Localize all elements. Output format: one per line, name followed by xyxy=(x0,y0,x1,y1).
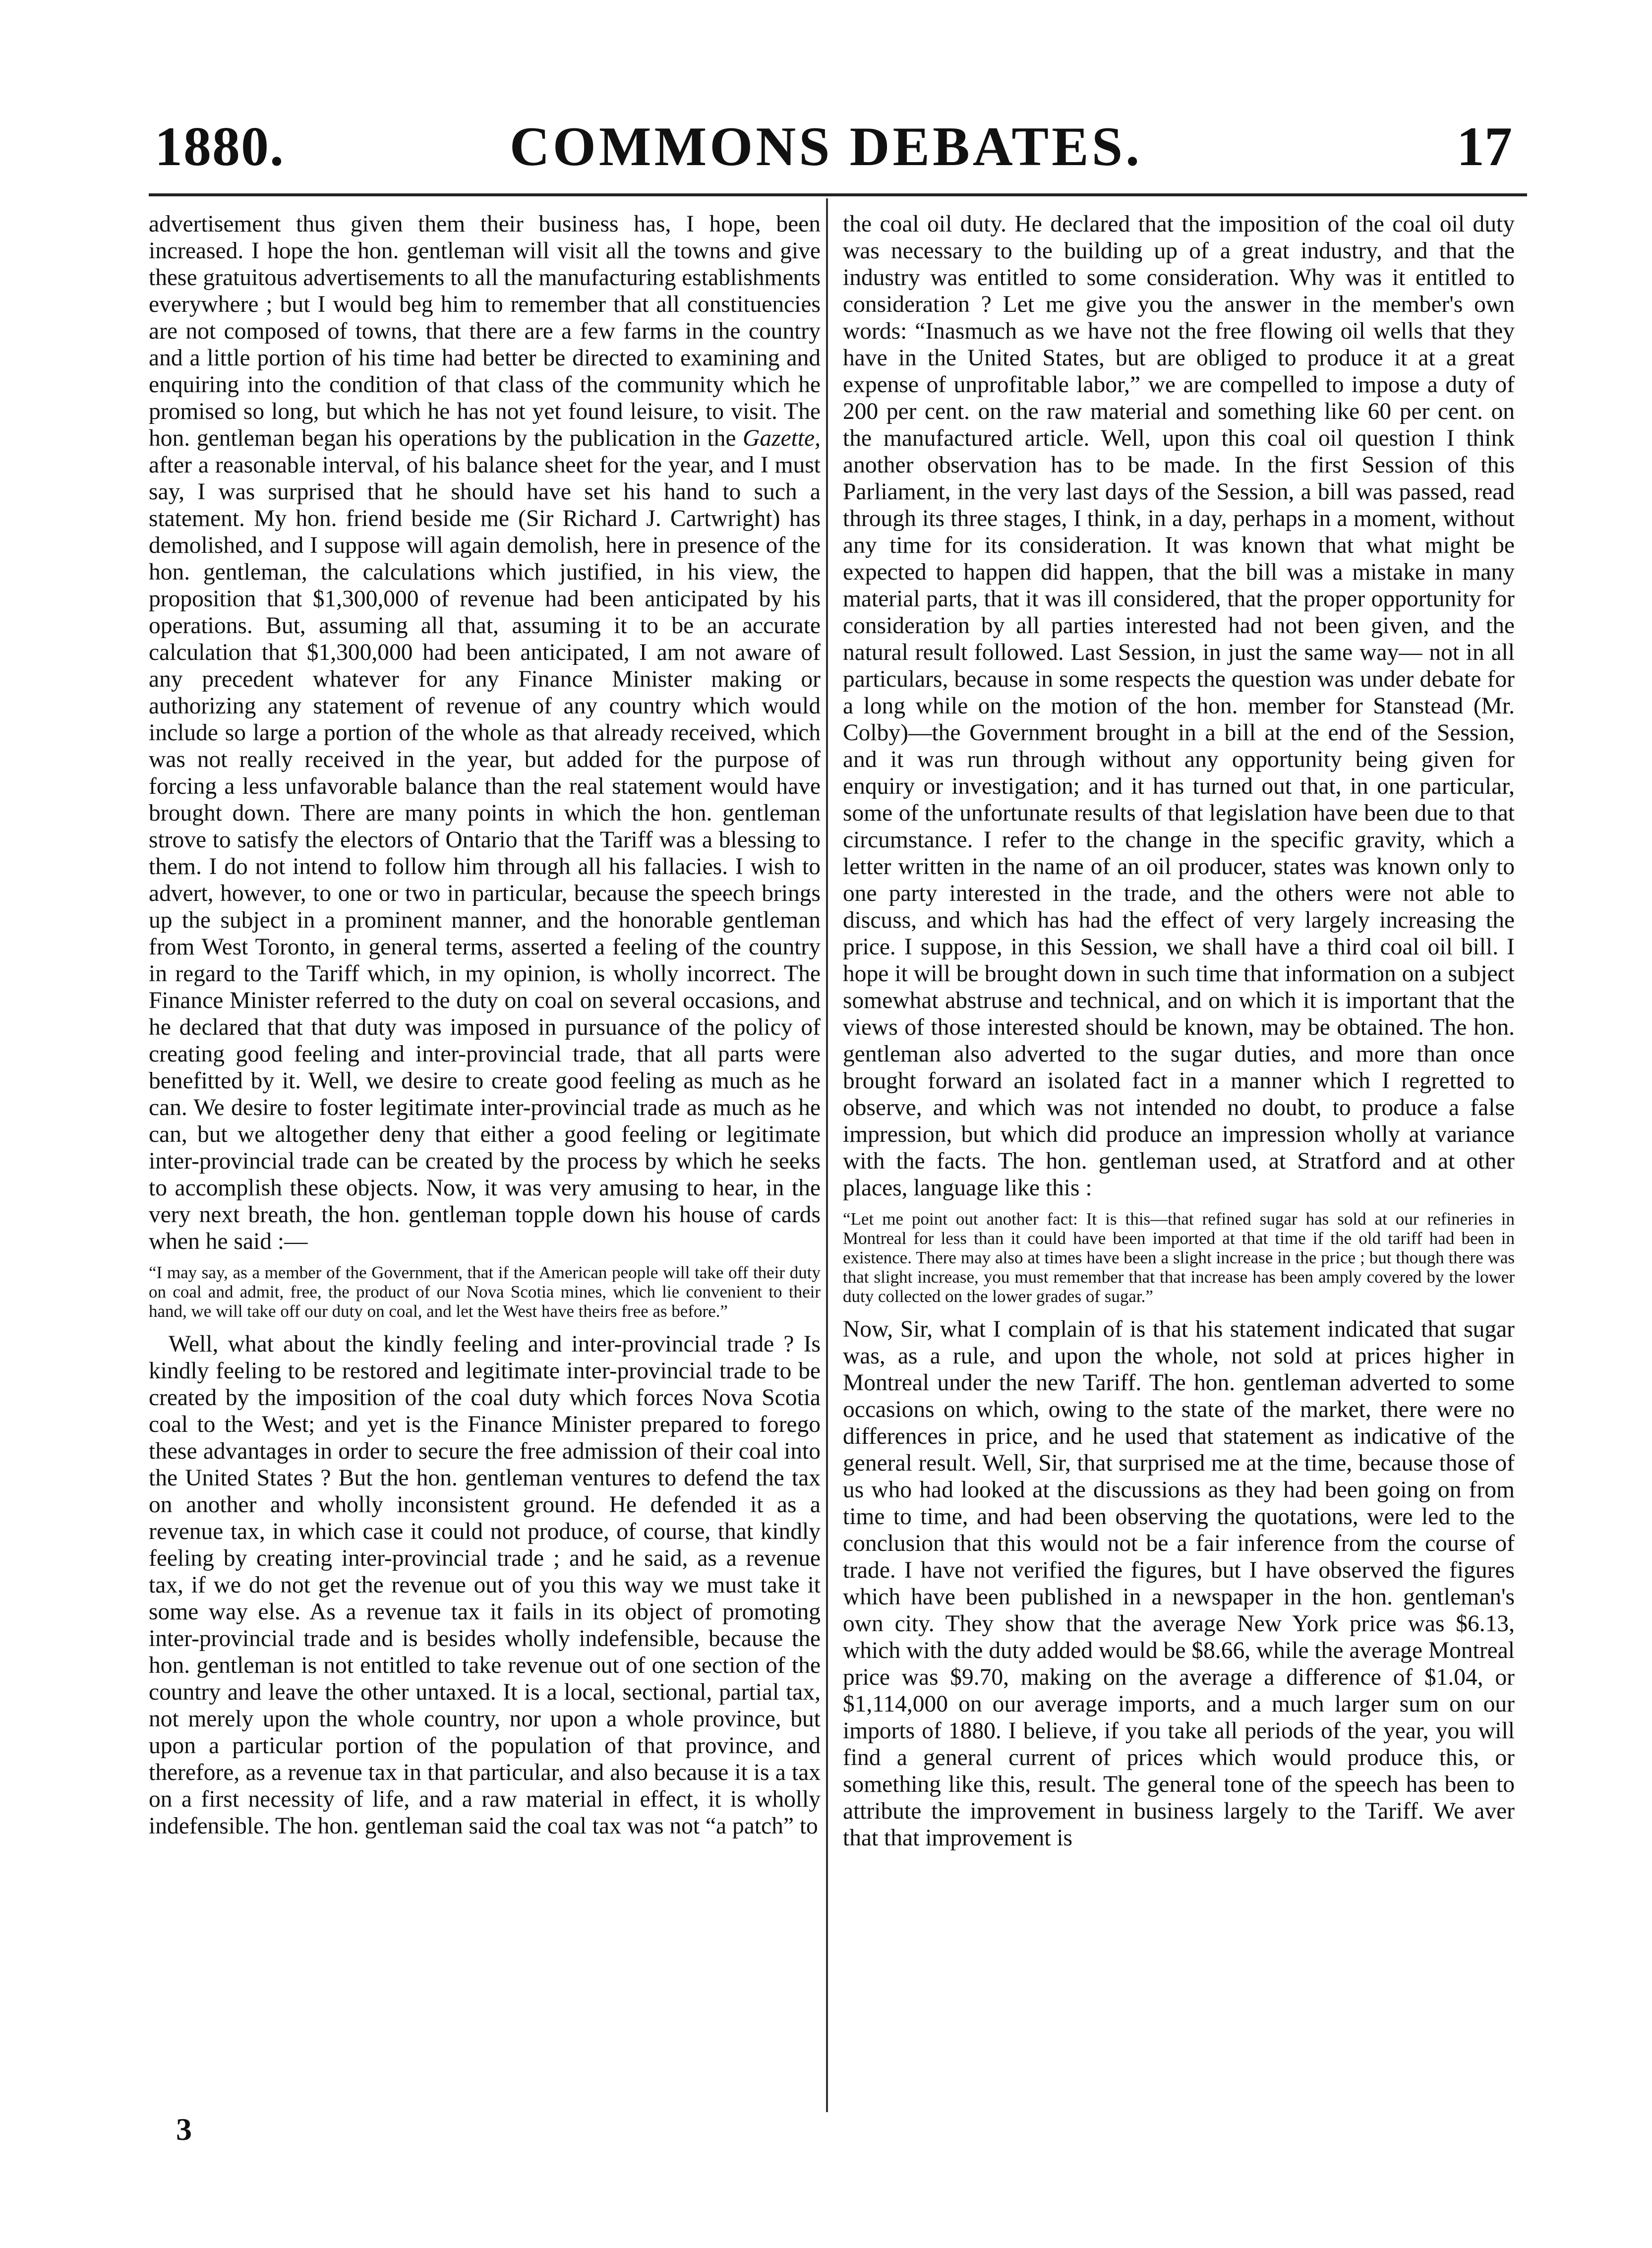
right-column xyxy=(843,211,1515,1851)
left-paragraph-1a: advertisement thus given them their business has, I hope, been increased. I hope the hon. gentleman will visit all the towns and give these gratuitous advertisements to all the manufacturing establishments everywhere ; but I would beg him to remember that all constituencies are not composed of towns, that there are a few farms in the country and a little portion of his time had better be directed to examining and enquiring into the condition of that class of the community which he promised so long, but which he has not yet found leisure, to visit. The hon. gentleman began his operations by the publication in the xyxy=(149,211,821,451)
header-page-number: 17 xyxy=(1457,116,1512,177)
left-paragraph-1b: after a reasonable interval, of his balance sheet for the year, and I must say, I was surprised that he should have set his hand to such a statement. My hon. friend beside me (Sir Richard J. Cartwright) has demolished, and I suppose will again demolish, here in presence of the hon. gentleman, the calculations which justified, in his view, the proposition that $1,300,000 of revenue had been anticipated by his operations. But, assuming all that, assuming it to be an accurate calculation that $1,300,000 had been anticipated, I am not aware of any precedent whatever for any Finance Minister making or authorizing any statement of revenue of any country which would include so large a portion of the whole as that already received, which was not really received in the year, but added for the purpose of forcing a less unfavorable balance than the real statement would have brought down. There are many points in which the hon. gentleman strove to satisfy the electors of Ontario that the Tariff was a blessing to them. I do not intend to follow him through all his fallacies. I wish to advert, however, to one or two in particular, because the speech brings up the subject in a prominent manner, and the honorable gentleman from West Toronto, in general terms, asserted a feeling of the country in regard to the Tariff which, in my opinion, is wholly incorrect. The Finance Minister referred to the duty on coal on several occasions, and he declared that that duty was imposed in pursuance of the policy of creating good feeling and inter-provincial trade, that all parts were benefitted by it. Well, we desire to create good feeling as much as he can. We desire to foster legitimate inter-provincial trade as much as he can, but we altogether deny that either a good feeling or legitimate inter-provincial trade can be created by the process by which he seeks to accomplish these objects. Now, it was very amusing to hear, in the very next breath, the hon. gentleman topple down his house of cards when he said :— xyxy=(149,452,821,1254)
header-title: COMMONS DEBATES. xyxy=(509,116,1143,177)
page-header xyxy=(0,0,1652,203)
signature-mark: 3 xyxy=(176,2112,192,2147)
left-paragraph-2: Well, what about the kindly feeling and inter-provincial trade ? Is kindly feeling to be restored and legitimate inter-provincial trade to be created by the imposition of the coal duty which forces Nova Scotia coal to the West; and yet is the Finance Minister prepared to forego these advantages in order to secure the free admission of their coal into the United States ? But the hon. gentleman ventures to defend the tax on another and wholly inconsistent ground. He defended it as a revenue tax, in which case it could not produce, of course, that kindly feeling by creating inter-provincial trade ; and he said, as a revenue tax, if we do not get the revenue out of you this way we must take it some way else. As a revenue tax it fails in its object of promoting inter-provincial trade and is besides wholly indefensible, because the hon. gentleman is not entitled to take revenue out of one section of the country and leave the other untaxed. It is a local, sectional, partial tax, not merely upon the whole country, nor upon a whole province, but upon a particular portion of the population of that province, and therefore, as a revenue tax in that particular, and also because it is a tax on a first necessity of life, and a raw material in effect, it is wholly indefensible. The hon. gentleman said the coal tax was not “a patch” to xyxy=(149,1331,821,1839)
right-paragraph-2: Now, Sir, what I complain of is that his statement indicated that sugar was, as a rule, and upon the whole, not sold at prices higher in Montreal under the new Tariff. The hon. gentleman adverted to some occasions on which, owing to the state of the market, there were no differences in price, and he used that statement as indicative of the general result. Well, Sir, that surprised me at the time, because those of us who had looked at the discussions as they had been going on from time to time, and had been observing the quotations, were led to the conclusion that this would not be a fair inference from the course of trade. I have not verified the figures, but I have observed the figures which have been published in a newspaper in the hon. gentleman's own city. They show that the average New York price was $6.13, which with the duty added would be $8.66, while the average Montreal price was $9.70, making on the average a difference of $1.04, or $1,114,000 on our average imports, and a much larger sum on our imports of 1880. I believe, if you take all periods of the year, you will find a general current of prices which would produce this, or something like this, result. The general tone of the speech has been to attribute the improvement in business largely to the Tariff. We aver that that improvement is xyxy=(843,1316,1515,1851)
left-paragraph-1 xyxy=(149,211,821,1255)
column-divider xyxy=(826,198,828,2112)
left-quote: “I may say, as a member of the Government, that if the American people will take off their duty on coal and admit, free, the product of our Nova Scotia mines, which lie convenient to their hand, we will take off our duty on coal, and let the West have theirs free as before.” xyxy=(149,1263,821,1321)
left-column xyxy=(149,211,821,1839)
header-year: 1880. xyxy=(155,116,285,177)
gazette-italic: Gazette, xyxy=(743,425,821,451)
header-rule xyxy=(149,193,1527,196)
right-paragraph-1: the coal oil duty. He declared that the imposition of the coal oil duty was necessary to the building up of a great industry, and that the industry was entitled to some consideration. Why was it entitled to consideration ? Let me give you the answer in the member's own words: “Inasmuch as we have not the free flowing oil wells that they have in the United States, but are obliged to produce it at a great expense of unprofitable labor,” we are compelled to impose a duty of 200 per cent. on the raw material and something like 60 per cent. on the manufactured article. Well, upon this coal oil question I think another observation has to be made. In the first Session of this Parliament, in the very last days of the Session, a bill was passed, read through its three stages, I think, in a day, perhaps in a moment, without any time for its consideration. It was known that what might be expected to happen did happen, that the bill was a mistake in many material parts, that it was ill considered, that the proper opportunity for consideration by all parties interested had not been given, and the natural result followed. Last Session, in just the same way— not in all particulars, because in some respects the question was under debate for a long while on the motion of the hon. member for Stanstead (Mr. Colby)—the Government brought in a bill at the end of the Session, and it was run through without any opportunity being given for enquiry or investigation; and it has turned out that, in one particular, some of the unfortunate results of that legislation have been due to that circumstance. I refer to the change in the specific gravity, which a letter written in the name of an oil producer, states was known only to one party interested in the trade, and the others were not able to discuss, and which has had the effect of very largely increasing the price. I suppose, in this Session, we shall have a third coal oil bill. I hope it will be brought down in such time that information on a subject somewhat abstruse and technical, and on which it is important that the views of those interested should be known, may be obtained. The hon. gentleman also adverted to the sugar duties, and more than once brought forward an isolated fact in a manner which I regretted to observe, and which was not intended no doubt, to produce a false impression, but which did produce an impression wholly at variance with the facts. The hon. gentleman used, at Stratford and at other places, language like this : xyxy=(843,211,1515,1201)
right-quote: “Let me point out another fact: It is this—that refined sugar has sold at our refineries in Montreal for less than it could have been imported at that time if the old tariff had been in existence. There may also at times have been a slight increase in the price ; but though there was that slight increase, you must remember that that increase has been amply covered by the lower duty collected on the lower grades of sugar.” xyxy=(843,1209,1515,1306)
